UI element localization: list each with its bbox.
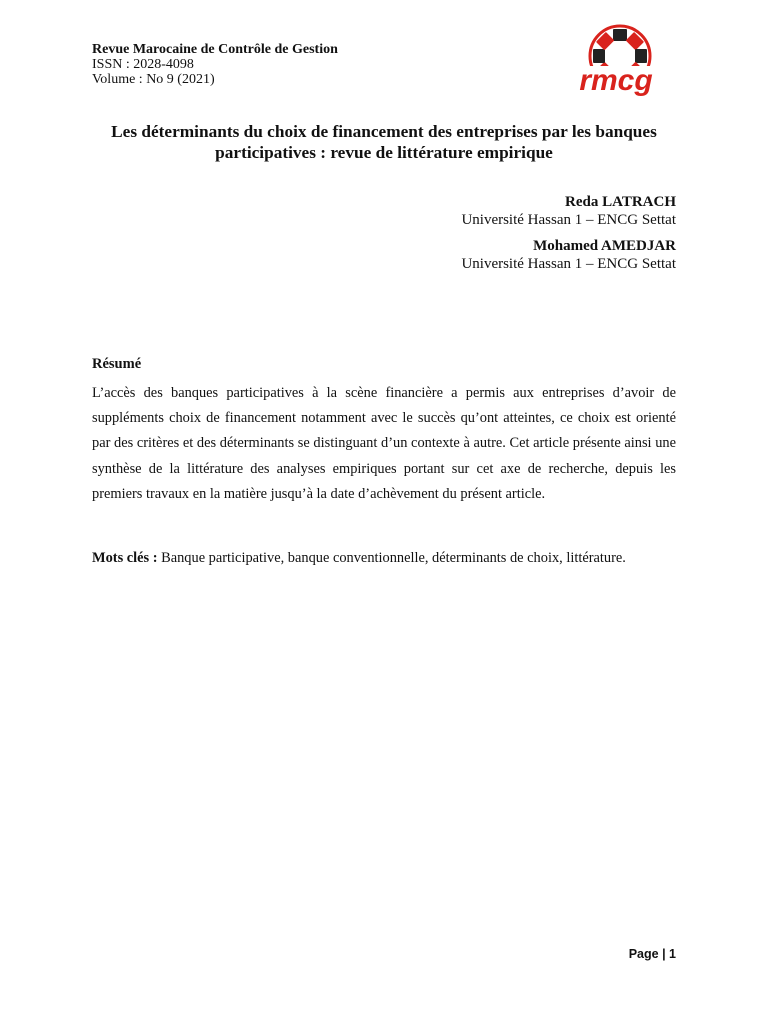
author-name: Reda LATRACH (565, 194, 676, 210)
keywords-label: Mots clés : (92, 550, 158, 566)
paper-title: Les déterminants du choix de financement des entreprises par les banques participatives : revue de littérature empirique (111, 122, 657, 162)
keywords-text: Banque participative, banque conventionnelle, déterminants de choix, littérature. (157, 550, 626, 566)
author-entry (461, 237, 676, 273)
page-number: Page | 1 (628, 947, 676, 961)
volume: Volume : No 9 (2021) (92, 72, 215, 87)
resume-heading: Résumé (92, 356, 142, 372)
rmcg-logo (560, 18, 672, 100)
issn: ISSN : 2028-4098 (92, 57, 194, 72)
author-affiliation: Université Hassan 1 – ENCG Settat (461, 256, 676, 272)
author-entry (461, 193, 676, 229)
abstract-text: L’accès des banques participatives à la scène financière a permis aux entreprises d’avoir de suppléments choix de financement notamment avec le succès qu’ont atteintes, ce choix est orienté par des critères et des déterminants se distinguant d’un contexte à autre. Cet article présente ainsi une synthèse de la littérature des analyses empiriques portant sur cet axe de recherche, depuis les premiers travaux en la matière jusqu’à la date d’achèvement du présent article. (92, 385, 676, 502)
authors-block (461, 193, 676, 281)
logo-ring-icon (560, 18, 672, 100)
journal-name: Revue Marocaine de Contrôle de Gestion (92, 42, 338, 57)
author-name: Mohamed AMEDJAR (533, 238, 676, 254)
keywords (92, 549, 676, 567)
journal-header (92, 42, 338, 87)
author-affiliation: Université Hassan 1 – ENCG Settat (461, 212, 676, 228)
logo-text: rmcg (579, 64, 653, 97)
